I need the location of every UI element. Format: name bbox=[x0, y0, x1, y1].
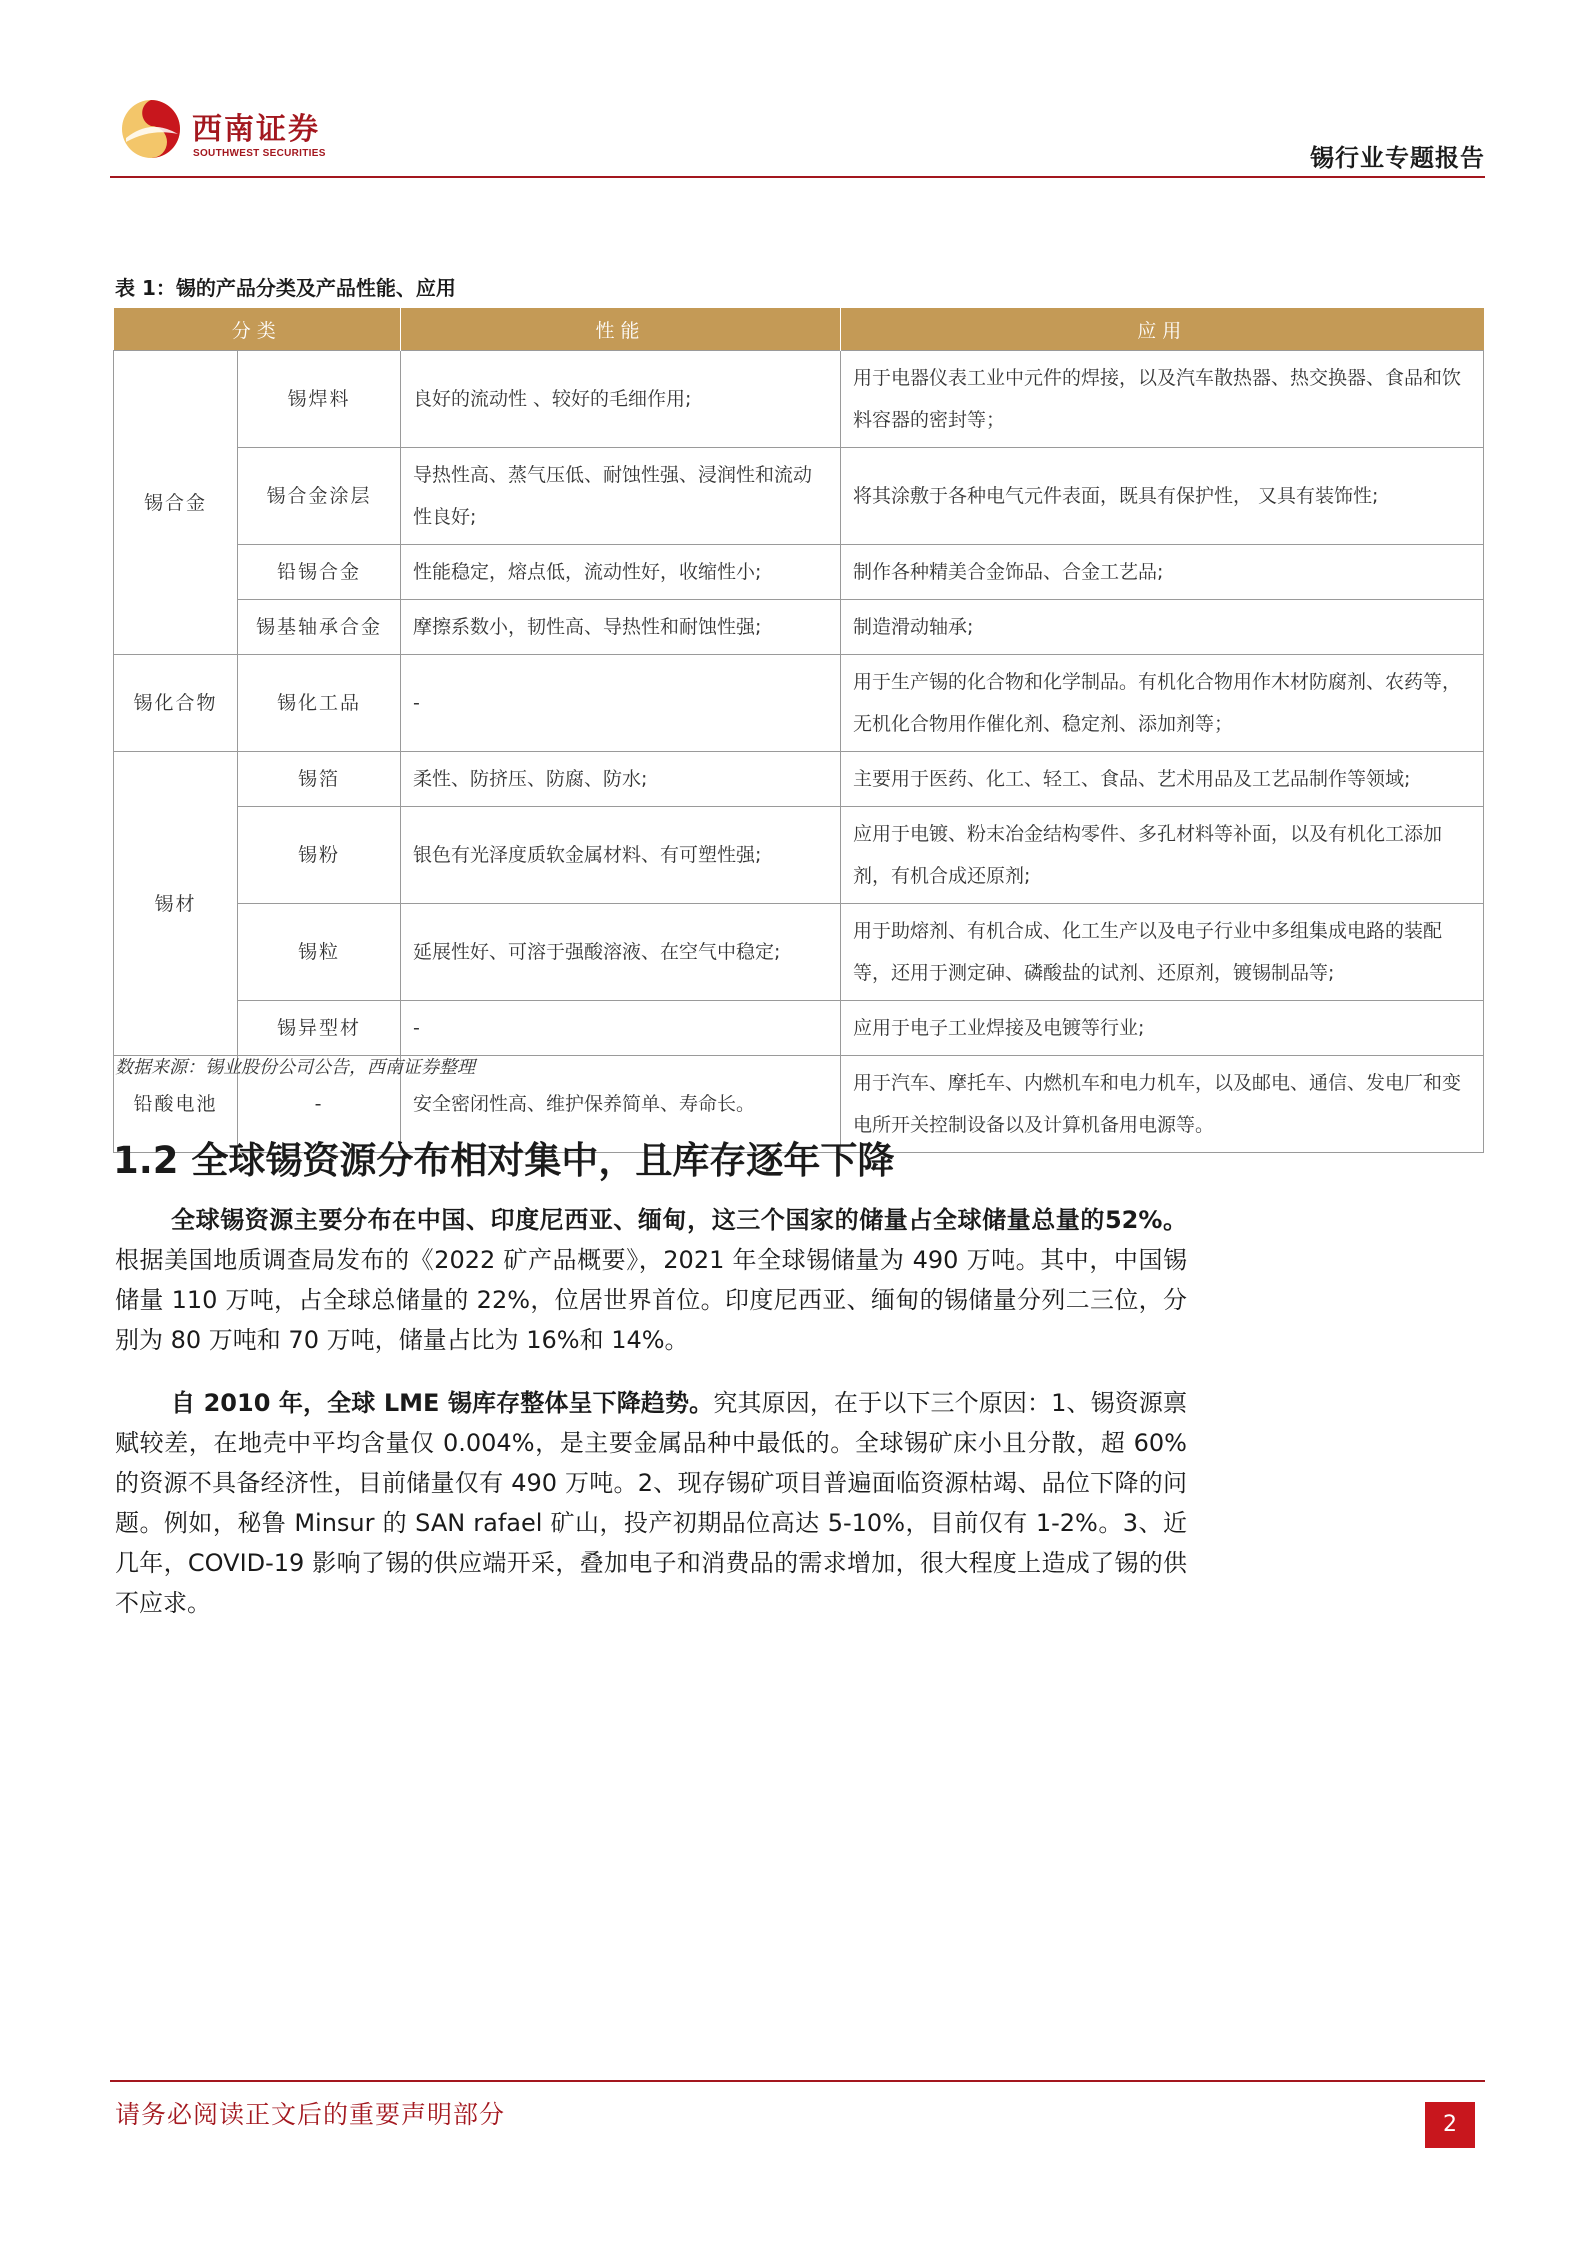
logo-english-name: SOUTHWEST SECURITIES bbox=[193, 148, 326, 159]
page-number: 2 bbox=[1425, 2102, 1475, 2148]
application-cell: 用于汽车、摩托车、内燃机车和电力机车，以及邮电、通信、发电厂和变电所开关控制设备以及计算机备用电源等。 bbox=[841, 1056, 1484, 1153]
subcategory-cell: - bbox=[238, 1056, 401, 1153]
page-header bbox=[110, 90, 1485, 180]
application-cell: 用于助熔剂、有机合成、化工生产以及电子行业中多组集成电路的装配等，还用于测定砷、磷酸盐的试剂、还原剂，镀锡制品等; bbox=[841, 904, 1484, 1001]
table-row bbox=[114, 600, 1484, 655]
subcategory-cell: 锡异型材 bbox=[238, 1001, 401, 1056]
header-application: 应用 bbox=[841, 308, 1484, 351]
footer-divider bbox=[110, 2080, 1485, 2082]
header-divider bbox=[110, 176, 1485, 178]
application-cell: 用于电器仪表工业中元件的焊接，以及汽车散热器、热交换器、食品和饮料容器的密封等； bbox=[841, 351, 1484, 448]
performance-cell: 银色有光泽度质软金属材料、有可塑性强; bbox=[401, 807, 841, 904]
application-cell: 主要用于医药、化工、轻工、食品、艺术用品及工艺品制作等领域; bbox=[841, 752, 1484, 807]
subcategory-cell: 锡化工品 bbox=[238, 655, 401, 752]
paragraph-inventory bbox=[115, 1383, 1187, 1623]
logo-emblem-icon bbox=[120, 98, 182, 160]
footer-disclaimer: 请务必阅读正文后的重要声明部分 bbox=[115, 2100, 506, 2129]
table-header-row bbox=[114, 308, 1484, 351]
subcategory-cell: 铅锡合金 bbox=[238, 545, 401, 600]
performance-cell: - bbox=[401, 1001, 841, 1056]
paragraph-body: 究其原因，在于以下三个原因：1、锡资源禀赋较差，在地壳中平均含量仅 0.004%，是主要金属品种中最低的。全球锡矿床小且分散，超 60%的资源不具备经济性，目前储量仅有 490 万吨。2、现存锡矿项目普遍面临资源枯竭、品位下降的问题。例如，秘鲁 Minsur 的 SAN rafael 矿山，投产初期品位高达 5-10%，目前仅有 1-2%。3、近几年，COVID-19 影响了锡的供应端开采，叠加电子和消费品的需求增加，很大程度上造成了锡的供不应求。 bbox=[115, 1389, 1187, 1617]
performance-cell: 安全密闭性高、维护保养简单、寿命长。 bbox=[401, 1056, 841, 1153]
subcategory-cell: 锡箔 bbox=[238, 752, 401, 807]
group-cell: 锡合金 bbox=[114, 351, 238, 655]
header-performance: 性能 bbox=[401, 308, 841, 351]
paragraph-body: 根据美国地质调查局发布的《2022 矿产品概要》，2021 年全球锡储量为 490 万吨。其中，中国锡储量 110 万吨，占全球总储量的 22%，位居世界首位。印度尼西亚、缅甸的锡储量分列二三位，分别为 80 万吨和 70 万吨，储量占比为 16%和 14%。 bbox=[115, 1246, 1187, 1354]
company-logo bbox=[120, 98, 360, 168]
subcategory-cell: 锡焊料 bbox=[238, 351, 401, 448]
subcategory-cell: 锡合金涂层 bbox=[238, 448, 401, 545]
subcategory-cell: 锡粒 bbox=[238, 904, 401, 1001]
table-caption: 表 1：锡的产品分类及产品性能、应用 bbox=[115, 276, 456, 300]
table-row bbox=[114, 655, 1484, 752]
table-row bbox=[114, 904, 1484, 1001]
header-category: 分类 bbox=[114, 308, 401, 351]
application-cell: 用于生产锡的化合物和化学制品。有机化合物用作木材防腐剂、农药等，无机化合物用作催化剂、稳定剂、添加剂等； bbox=[841, 655, 1484, 752]
logo-chinese-name: 西南证券 bbox=[192, 112, 320, 147]
group-cell: 锡化合物 bbox=[114, 655, 238, 752]
performance-cell: - bbox=[401, 655, 841, 752]
application-cell: 将其涂敷于各种电气元件表面，既具有保护性， 又具有装饰性; bbox=[841, 448, 1484, 545]
table-row bbox=[114, 752, 1484, 807]
table-row bbox=[114, 1001, 1484, 1056]
paragraph-reserves bbox=[115, 1200, 1187, 1360]
table-row bbox=[114, 545, 1484, 600]
data-source-note: 数据来源：锡业股份公司公告，西南证券整理 bbox=[115, 1057, 475, 1078]
paragraph-lead-bold: 全球锡资源主要分布在中国、印度尼西亚、缅甸，这三个国家的储量占全球储量总量的52%。 bbox=[171, 1206, 1187, 1234]
performance-cell: 延展性好、可溶于强酸溶液、在空气中稳定; bbox=[401, 904, 841, 1001]
group-cell: 铅酸电池 bbox=[114, 1056, 238, 1153]
subcategory-cell: 锡粉 bbox=[238, 807, 401, 904]
performance-cell: 摩擦系数小，韧性高、导热性和耐蚀性强; bbox=[401, 600, 841, 655]
performance-cell: 性能稳定，熔点低，流动性好，收缩性小; bbox=[401, 545, 841, 600]
application-cell: 应用于电子工业焊接及电镀等行业; bbox=[841, 1001, 1484, 1056]
table-row bbox=[114, 351, 1484, 448]
table-row bbox=[114, 807, 1484, 904]
report-title: 锡行业专题报告 bbox=[1310, 144, 1485, 172]
paragraph-lead-bold: 自 2010 年，全球 LME 锡库存整体呈下降趋势。 bbox=[171, 1389, 714, 1417]
application-cell: 应用于电镀、粉末冶金结构零件、多孔材料等补面，以及有机化工添加剂，有机合成还原剂; bbox=[841, 807, 1484, 904]
table-row bbox=[114, 448, 1484, 545]
product-table bbox=[113, 308, 1484, 1153]
subcategory-cell: 锡基轴承合金 bbox=[238, 600, 401, 655]
section-title: 1.2 全球锡资源分布相对集中，且库存逐年下降 bbox=[113, 1139, 895, 1182]
performance-cell: 良好的流动性 、较好的毛细作用; bbox=[401, 351, 841, 448]
group-cell: 锡材 bbox=[114, 752, 238, 1056]
performance-cell: 导热性高、蒸气压低、耐蚀性强、浸润性和流动性良好; bbox=[401, 448, 841, 545]
application-cell: 制造滑动轴承; bbox=[841, 600, 1484, 655]
performance-cell: 柔性、防挤压、防腐、防水; bbox=[401, 752, 841, 807]
application-cell: 制作各种精美合金饰品、合金工艺品; bbox=[841, 545, 1484, 600]
